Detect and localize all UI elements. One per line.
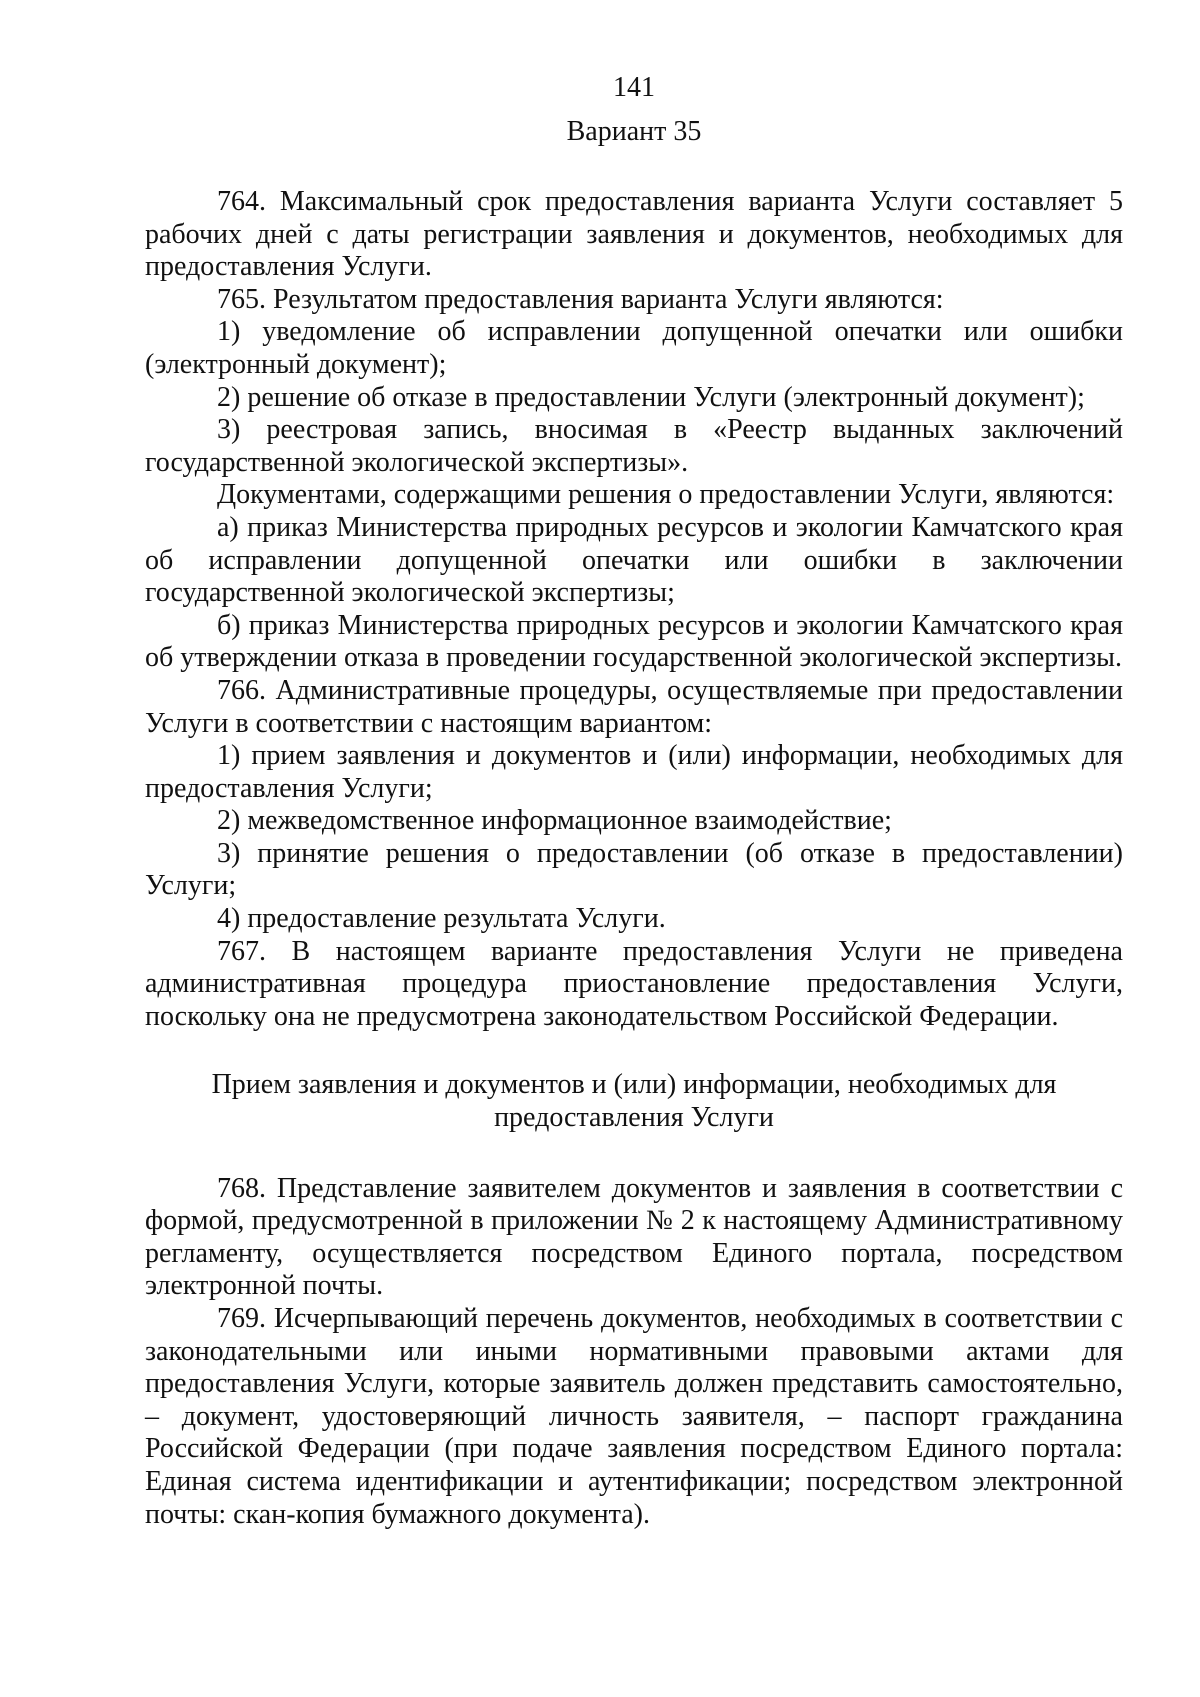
list-item-766-3: 3) принятие решения о предоставлении (об отказе в предоставлении) Услуги; xyxy=(145,837,1123,902)
section-heading xyxy=(145,1069,1123,1134)
section-heading-line-1: Прием заявления и документов и (или) информации, необходимых для xyxy=(211,1069,1057,1101)
decision-document-b: б) приказ Министерства природных ресурсов и экологии Камчатского края об утверждении отказа в проведении государственной экологической экспертизы. xyxy=(145,609,1123,674)
paragraph-765: 765. Результатом предоставления варианта Услуги являются: xyxy=(217,283,944,315)
list-item-766-1: 1) прием заявления и документов и (или) информации, необходимых для предоставления Услуги; xyxy=(145,740,1123,804)
page-number: 141 xyxy=(613,72,655,103)
decision-document-a: а) приказ Министерства природных ресурсов и экологии Камчатского края об исправлении допущенной опечатки или ошибки в заключении государственной экологической экспертизы; xyxy=(145,511,1123,609)
list-item-765-1: 1) уведомление об исправлении допущенной опечатки или ошибки (электронный документ); xyxy=(145,316,1123,380)
list-item-766-2: 2) межведомственное информационное взаимодействие; xyxy=(217,805,892,837)
document-page xyxy=(145,72,1123,1531)
paragraph-768: 768. Представление заявителем документов и заявления в соответствии с формой, предусмотренной в приложении № 2 к настоящему Административному регламенту, осуществляется посредством Единого портала, посредством электронной почты. xyxy=(145,1172,1123,1302)
paragraph-766: 766. Административные процедуры, осуществляемые при предоставлении Услуги в соответствии с настоящим вариантом: xyxy=(145,674,1123,739)
decision-documents-intro: Документами, содержащими решения о предоставлении Услуги, являются: xyxy=(217,479,1115,511)
paragraph-764: 764. Максимальный срок предоставления варианта Услуги составляет 5 рабочих дней с даты регистрации заявления и документов, необходимых для предоставления Услуги. xyxy=(145,186,1123,283)
list-item-765-3: 3) реестровая запись, вносимая в «Реестр выданных заключений государственной экологической экспертизы». xyxy=(145,414,1123,478)
list-item-765-2: 2) решение об отказе в предоставлении Услуги (электронный документ); xyxy=(217,381,1085,413)
section-heading-line-2: предоставления Услуги xyxy=(494,1102,774,1134)
variant-title: Вариант 35 xyxy=(566,116,702,147)
paragraph-769: 769. Исчерпывающий перечень документов, необходимых в соответствии с законодательными или иными нормативными правовыми актами для предоставления Услуги, которые заявитель должен представить самостоятельно, – документ, удостоверяющий личность заявителя, – паспорт гражданина Российской Федерации (при подаче заявления посредством Единого портала: Единая система идентификации и аутентификации; посредством электронной почты: скан-копия бумажного документа). xyxy=(145,1303,1123,1530)
list-item-766-4: 4) предоставление результата Услуги. xyxy=(217,903,666,935)
paragraph-767: 767. В настоящем варианте предоставления Услуги не приведена административная процедура приостановление предоставления Услуги, поскольку она не предусмотрена законодательством Российской Федерации. xyxy=(145,935,1123,1032)
